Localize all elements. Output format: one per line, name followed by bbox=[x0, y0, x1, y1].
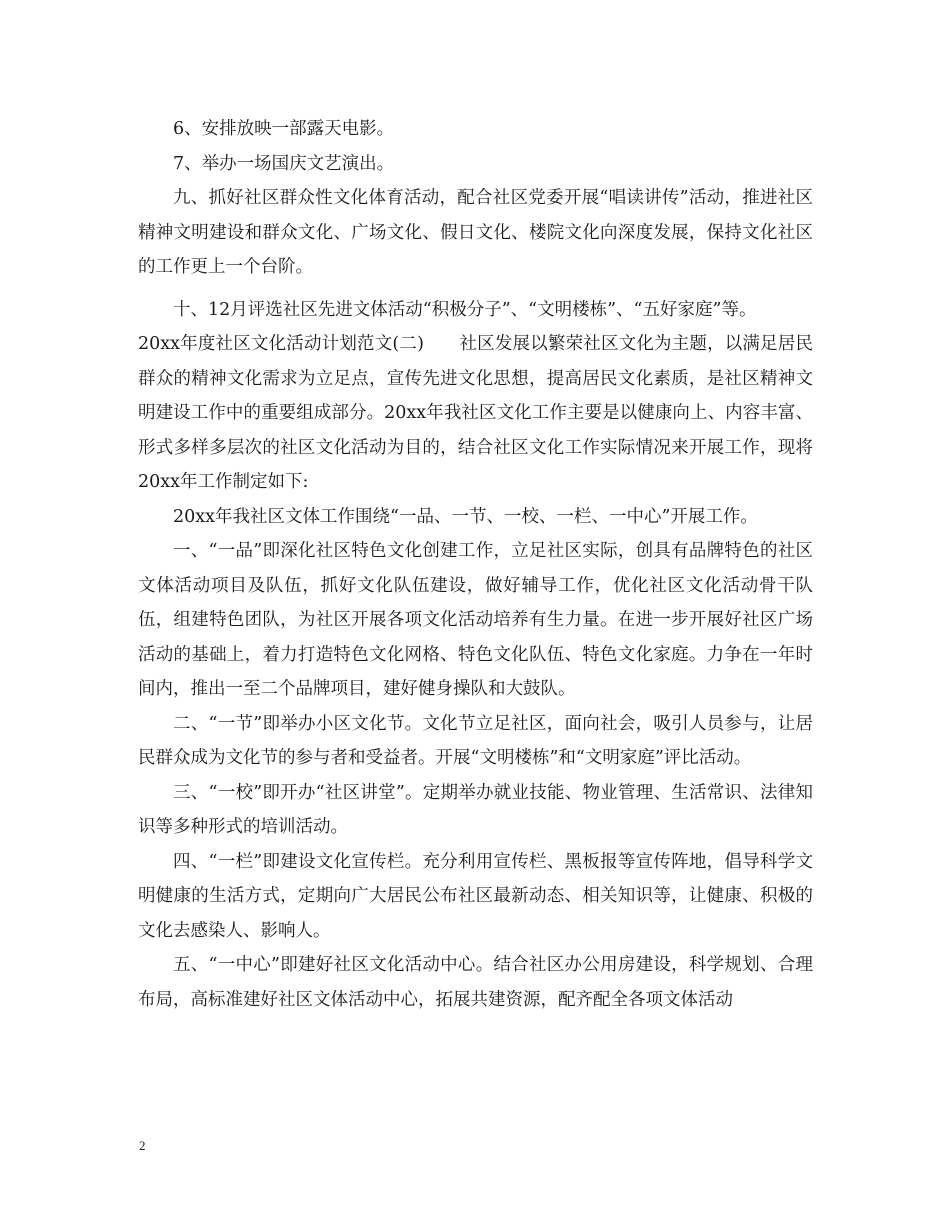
paragraph-section-5: 五、“一中心”即建好社区文化活动中心。结合社区办公用房建设，科学规划、合理布局，高标准建好社区文体活动中心，拓展共建资源，配齐配全各项文体活动 bbox=[138, 955, 813, 1010]
paragraph-section-3: 三、“一校”即开办“社区讲堂”。定期举办就业技能、物业管理、生活常识、法律知识等多种形式的培训活动。 bbox=[138, 782, 813, 837]
document-body bbox=[138, 112, 813, 1017]
paragraph-item-6: 6、安排放映一部露天电影。 bbox=[173, 119, 395, 139]
paragraph-section-10: 十、12月评选社区先进文体活动“积极分子”、“文明楼栋”、“五好家庭”等。 bbox=[173, 299, 757, 320]
paragraph-item-7: 7、举办一场国庆文艺演出。 bbox=[173, 153, 395, 174]
paragraph-section-4: 四、“一栏”即建设文化宣传栏。充分利用宣传栏、黑板报等宣传阵地，倡导科学文明健康的生活方式，定期向广大居民公布社区最新动态、相关知识等，让健康、积极的文化去感染人、影响人。 bbox=[138, 851, 813, 941]
paragraph-section-9: 九、抓好社区群众性文化体育活动，配合社区党委开展“唱读讲传”活动，推进社区精神文明建设和群众文化、广场文化、假日文化、楼院文化向深度发展，保持文化社区的工作更上一个台阶。 bbox=[138, 188, 813, 277]
paragraph-overview: 20xx年我社区文体工作围绕“一品、一节、一校、一栏、一中心”开展工作。 bbox=[173, 506, 758, 527]
paragraph-intro: 20xx年度社区文化活动计划范文(二) 社区发展以繁荣社区文化为主题，以满足居民群众的精神文化需求为立足点，宣传先进文化思想，提高居民文化素质，是社区精神文明建设工作中的重要组成部分。20xx年我社区文化工作主要是以健康向上、内容丰富、形式多样多层次的社区文化活动为目的，结合社区文化工作实际情况来开展工作，现将20xx年工作制定如下: bbox=[138, 334, 813, 492]
page-number: 2 bbox=[139, 1138, 146, 1153]
paragraph-section-2: 二、“一节”即举办小区文化节。文化节立足社区，面向社会，吸引人员参与，让居民群众成为文化节的参与者和受益者。开展“文明楼栋”和“文明家庭”评比活动。 bbox=[138, 713, 813, 768]
paragraph-section-1: 一、“一品”即深化社区特色文化创建工作，立足社区实际，创具有品牌特色的社区文体活动项目及队伍，抓好文化队伍建设，做好辅导工作，优化社区文化活动骨干队伍，组建特色团队，为社区开展各项文化活动培养有生力量。在进一步开展好社区广场活动的基础上，着力打造特色文化网格、特色文化队伍、特色文化家庭。力争在一年时间内，推出一至二个品牌项目，建好健身操队和大鼓队。 bbox=[138, 541, 813, 699]
